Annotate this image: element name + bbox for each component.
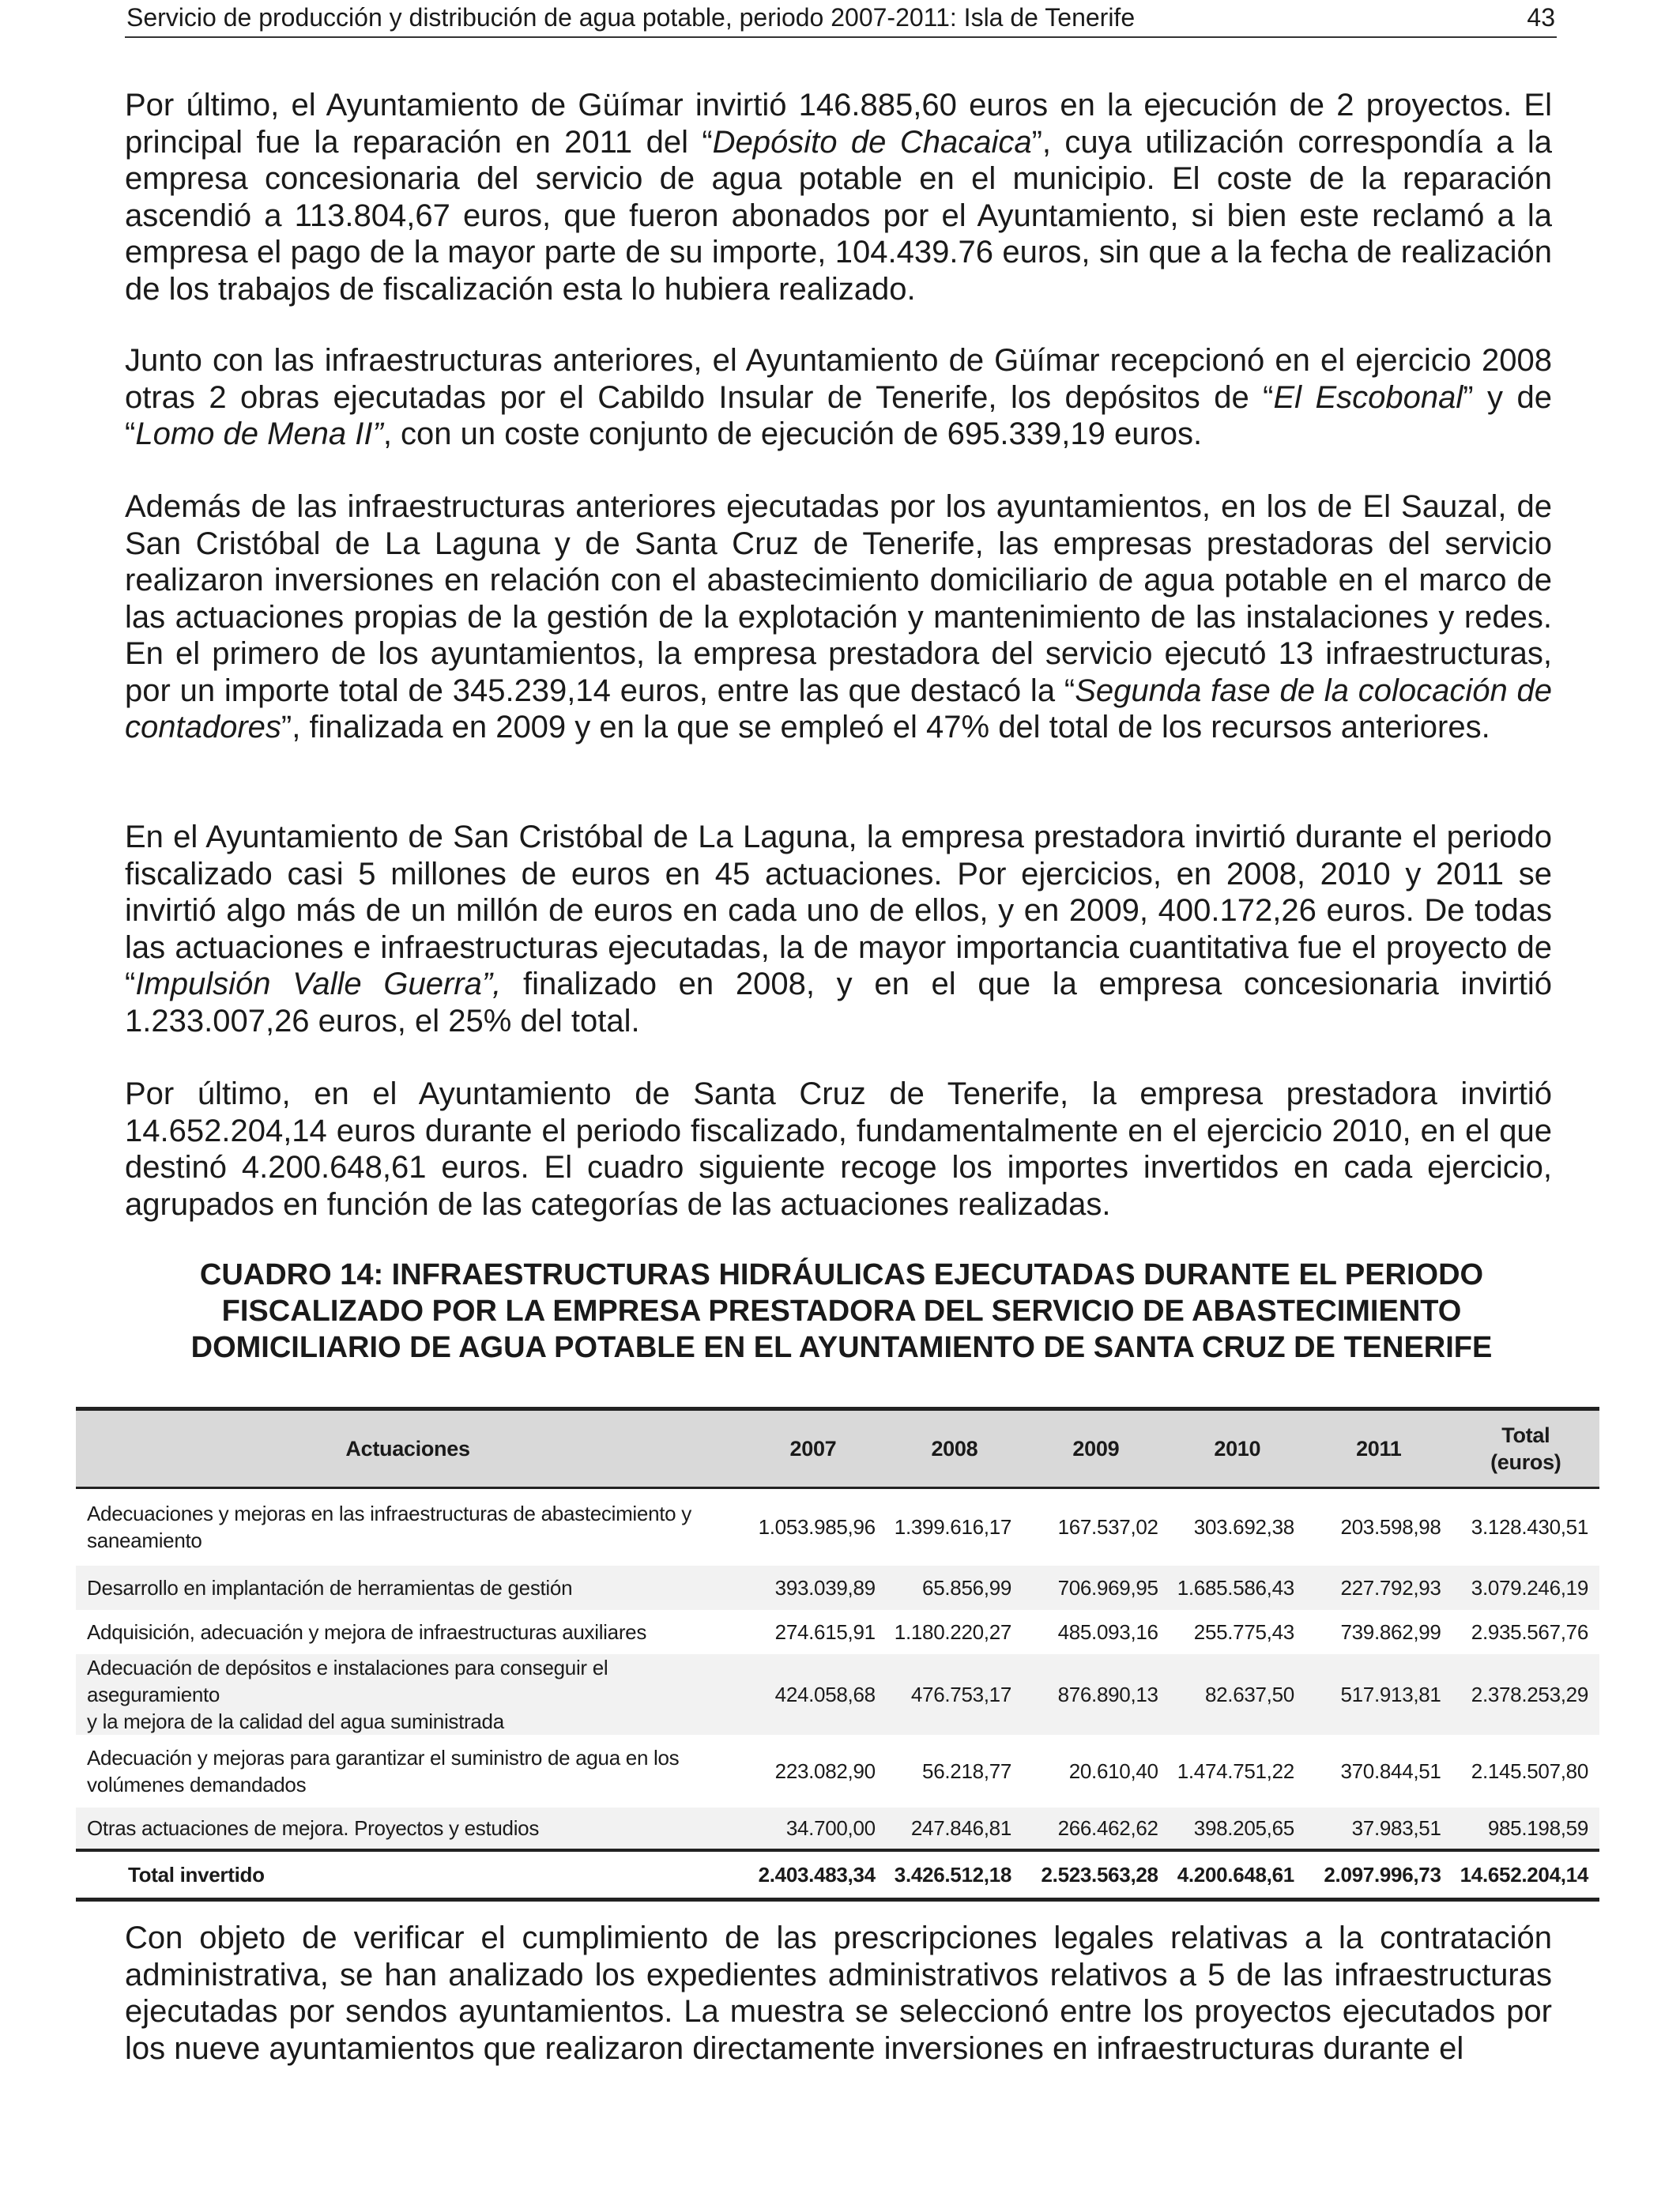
column-header-2010: 2010: [1170, 1409, 1305, 1488]
column-header-2009: 2009: [1023, 1409, 1170, 1488]
table-row: [76, 1654, 1599, 1735]
paragraph-guimar-reception: [125, 342, 1552, 453]
cell-2011: 227.792,93: [1340, 1575, 1441, 1600]
investment-table: [76, 1407, 1599, 1902]
table-row: [76, 1610, 1599, 1654]
cell-2007: 223.082,90: [774, 1759, 876, 1783]
cell-total: 2.935.567,76: [1471, 1619, 1588, 1644]
label-line: Adecuaciones y mejoras en las infraestructuras de abastecimiento y: [87, 1502, 691, 1526]
cell-2008: 56.218,77: [922, 1759, 1012, 1783]
italic-span: Depósito de Chacaica: [712, 124, 1032, 160]
cell-total: 3.079.246,19: [1471, 1575, 1588, 1600]
cell-2011: 203.598,98: [1340, 1515, 1441, 1540]
cell-2010: 303.692,38: [1193, 1515, 1294, 1540]
cell-2010: 255.775,43: [1193, 1619, 1294, 1644]
text-span: finalizado en 2008, y en el que la empresa concesionaria invirtió 1.233.007,26 euros, el 25% del total.: [125, 967, 1552, 1039]
label-line: Adquisición, adecuación y mejora de infraestructuras auxiliares: [87, 1619, 647, 1644]
cell-total: 2.145.507,80: [1471, 1759, 1588, 1783]
cell-total: 2.378.253,29: [1471, 1682, 1588, 1706]
text-span: Además de las infraestructuras anteriores ejecutadas por los ayuntamientos, en los de El Sauzal, de San Cristóbal de La Laguna y de Santa Cruz de Tenerife, las empresas prestadoras del servicio realizaron inversiones en relación con el abastecimiento domiciliario de agua potable en el marco de las actuaciones propias de la gestión de la explotación y mantenimiento de las instalaciones y redes. En el primero de los ayuntamientos, la empresa prestadora del servicio ejecutó 13 infraestructuras, por un importe total de 345.239,14 euros, entre las que destacó la “: [125, 489, 1552, 708]
total-2008: 3.426.512,18: [887, 1850, 1023, 1900]
cell-2011: 370.844,51: [1340, 1759, 1441, 1783]
cell-2009: 876.890,13: [1057, 1682, 1158, 1706]
cell-total: 985.198,59: [1487, 1815, 1588, 1840]
label-line: saneamiento: [87, 1529, 202, 1553]
paragraph-companies-investment: [125, 488, 1552, 746]
cell-2010: 1.474.751,22: [1177, 1759, 1294, 1783]
table-row: [76, 1808, 1599, 1850]
text-span: Junto con las infraestructuras anteriores, el Ayuntamiento de Güímar recepcionó en el ejercicio 2008 otras 2 obras ejecutadas por el Cabildo Insular de Tenerife, los depósitos de “: [125, 343, 1552, 415]
total-2010: 4.200.648,61: [1170, 1850, 1305, 1900]
text-span: ” y de “: [125, 379, 1552, 451]
label-line: y la mejora de la calidad del agua suministrada: [87, 1709, 504, 1733]
label-line: volúmenes demandados: [87, 1772, 307, 1796]
table-row: [76, 1566, 1599, 1610]
total-sum: 14.652.204,14: [1452, 1850, 1599, 1900]
column-header-total: [1452, 1409, 1599, 1488]
table-header-row: [76, 1409, 1599, 1488]
cell-2011: 37.983,51: [1351, 1815, 1441, 1840]
page-header: [125, 2, 1557, 38]
paragraph-contract-verification: Con objeto de verificar el cumplimiento de las prescripciones legales relativas a la contratación administrativa, se han analizado los expedientes administrativos relativos a 5 de las infraestructuras ejecutadas por sendos ayuntamientos. La muestra se seleccionó entre los proyectos ejecutados por los nueve ayuntamientos que realizaron directamente inversiones en infraestructuras durante el: [125, 1921, 1552, 2066]
cell-2011: 739.862,99: [1340, 1619, 1441, 1644]
cell-2009: 706.969,95: [1057, 1575, 1158, 1600]
column-header-2008: 2008: [887, 1409, 1023, 1488]
cell-2009: 20.610,40: [1068, 1759, 1158, 1783]
cell-2010: 82.637,50: [1204, 1682, 1294, 1706]
label-line: Adecuación y mejoras para garantizar el suministro de agua en los: [87, 1745, 680, 1770]
text-span: , con un coste conjunto de ejecución de 695.339,19 euros.: [382, 417, 1203, 451]
caption-line: FISCALIZADO POR LA EMPRESA PRESTADORA DEL SERVICIO DE ABASTECIMIENTO: [221, 1295, 1462, 1328]
cell-2007: 424.058,68: [774, 1682, 876, 1706]
total-2007: 2.403.483,34: [740, 1850, 887, 1900]
cell-2007: 393.039,89: [774, 1575, 876, 1600]
header-line: (euros): [1490, 1450, 1561, 1474]
row-label: [76, 1488, 740, 1566]
text-span: ”, cuya utilización correspondía a la empresa concesionaria del servicio de agua potable en el municipio. El coste de la reparación ascendió a 113.804,67 euros, que fueron abonados por el Ayuntamiento, si bien este reclamó a la empresa el pago de la mayor parte de su importe, 104.439.76 euros, sin que a la fecha de realización de los trabajos de fiscalización esta lo hubiera realizado.: [125, 124, 1552, 307]
italic-span: Impulsión Valle Guerra”,: [135, 967, 502, 1001]
row-label: [76, 1808, 740, 1850]
italic-span: Lomo de Mena II”: [135, 417, 383, 451]
cell-2009: 485.093,16: [1057, 1619, 1158, 1644]
cell-total: 3.128.430,51: [1471, 1515, 1588, 1540]
column-header-2007: 2007: [740, 1409, 887, 1488]
table-caption: [103, 1257, 1580, 1366]
cell-2008: 65.856,99: [922, 1575, 1012, 1600]
cell-2011: 517.913,81: [1340, 1682, 1441, 1706]
header-line: Total: [1501, 1423, 1550, 1447]
total-label: Total invertido: [76, 1850, 740, 1900]
column-header-actuaciones: Actuaciones: [76, 1409, 740, 1488]
row-label: [76, 1735, 740, 1808]
caption-line: CUADRO 14: INFRAESTRUCTURAS HIDRÁULICAS EJECUTADAS DURANTE EL PERIODO: [199, 1258, 1484, 1291]
italic-span: El Escobonal: [1273, 379, 1463, 415]
total-2009: 2.523.563,28: [1023, 1850, 1170, 1900]
cell-2010: 1.685.586,43: [1177, 1575, 1294, 1600]
table-row: [76, 1735, 1599, 1808]
text-span: ”, finalizada en 2009 y en la que se empleó el 47% del total de los recursos anteriores.: [281, 710, 1490, 745]
cell-2009: 167.537,02: [1057, 1515, 1158, 1540]
total-2011: 2.097.996,73: [1305, 1850, 1452, 1900]
document-title: Servicio de producción y distribución de agua potable, periodo 2007-2011: Isla de Tenerife: [126, 3, 1136, 32]
row-label: [76, 1566, 740, 1610]
label-line: Otras actuaciones de mejora. Proyectos y estudios: [87, 1815, 540, 1840]
table-row: [76, 1488, 1599, 1566]
cell-2007: 274.615,91: [774, 1619, 876, 1644]
page-number: 43: [1527, 3, 1555, 32]
italic-span: Segunda fase de la colocación de contadores: [125, 673, 1553, 745]
cell-2009: 266.462,62: [1057, 1815, 1158, 1840]
caption-line: DOMICILIARIO DE AGUA POTABLE EN EL AYUNTAMIENTO DE SANTA CRUZ DE TENERIFE: [190, 1331, 1493, 1364]
cell-2007: 1.053.985,96: [758, 1515, 876, 1540]
paragraph-guimar-investment: [125, 87, 1552, 307]
label-line: Desarrollo en implantación de herramientas de gestión: [87, 1575, 573, 1600]
cell-2008: 247.846,81: [910, 1815, 1012, 1840]
row-label: [76, 1654, 740, 1735]
paragraph-santa-cruz: Por último, en el Ayuntamiento de Santa Cruz de Tenerife, la empresa prestadora invirtió 14.652.204,14 euros durante el periodo fiscalizado, fundamentalmente en el ejercicio 2010, en el que destinó 4.200.648,61 euros. El cuadro siguiente recoge los importes invertidos en cada ejercicio, agrupados en función de las categorías de las actuaciones realizadas.: [125, 1076, 1552, 1222]
cell-2010: 398.205,65: [1193, 1815, 1294, 1840]
row-label: [76, 1610, 740, 1654]
cell-2007: 34.700,00: [785, 1815, 876, 1840]
label-line: Adecuación de depósitos e instalaciones para conseguir el aseguramiento: [87, 1655, 608, 1706]
cell-2008: 1.180.220,27: [894, 1619, 1012, 1644]
text-span: En el Ayuntamiento de San Cristóbal de La Laguna, la empresa prestadora invirtió durante el periodo fiscalizado casi 5 millones de euros en 45 actuaciones. Por ejercicios, en 2008, 2010 y 2011 se invirtió algo más de un millón de euros en cada uno de ellos, y en 2009, 400.172,26 euros. De todas las actuaciones e infraestructuras ejecutadas, la de mayor importancia cuantitativa fue el proyecto de “: [125, 820, 1552, 1001]
paragraph-la-laguna: [125, 819, 1552, 1039]
text-span: Por último, el Ayuntamiento de Güímar invirtió 146.885,60 euros en la ejecución de 2 proyectos. El principal fue la reparación en 2011 del “: [125, 88, 1552, 160]
table-total-row: [76, 1850, 1599, 1900]
cell-2008: 476.753,17: [910, 1682, 1012, 1706]
cell-2008: 1.399.616,17: [894, 1515, 1012, 1540]
column-header-2011: 2011: [1305, 1409, 1452, 1488]
